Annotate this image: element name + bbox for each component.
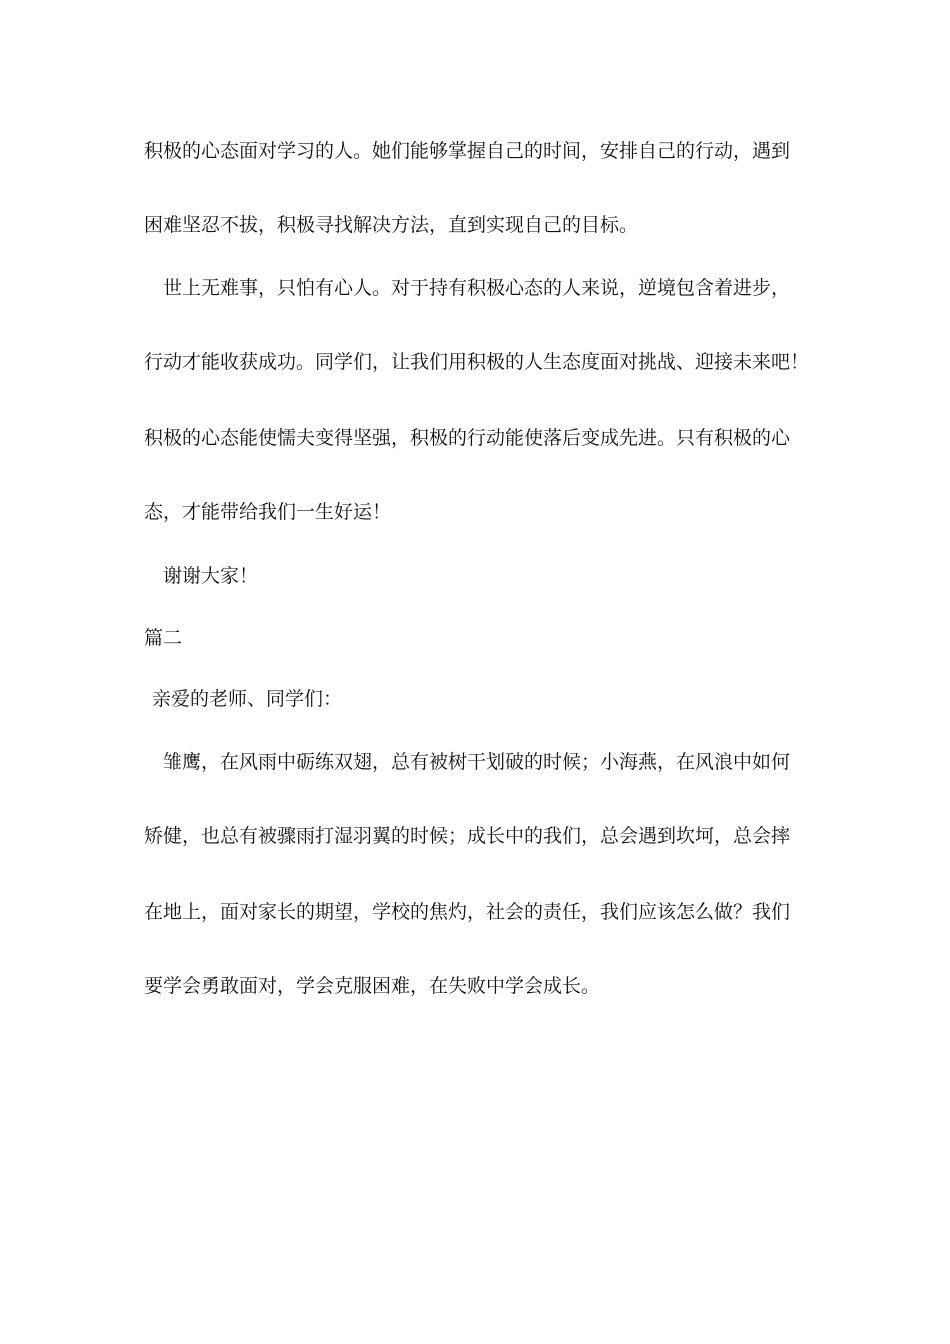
closing-text: 谢谢大家！: [163, 565, 259, 587]
text-line: 矫健，也总有被骤雨打湿羽翼的时候；成长中的我们，总会遇到坎坷，总会摔: [144, 825, 791, 847]
text-line: 积极的心态面对学习的人。她们能够掌握自己的时间，安排自己的行动，遇到: [144, 140, 791, 162]
paragraph-start: 世上无难事，只怕有心人。对于持有积极心态的人来说，逆境包含着进步，: [163, 277, 791, 299]
text-line: 困难坚忍不拔，积极寻找解决方法，直到实现自己的目标。: [144, 214, 639, 236]
text-line: 在地上，面对家长的期望，学校的焦灼，社会的责任，我们应该怎么做？我们: [144, 901, 791, 923]
section-heading: 篇二: [144, 627, 183, 649]
text-line: 积极的心态能使懦夫变得坚强，积极的行动能使落后变成先进。只有积极的心: [144, 427, 791, 449]
paragraph-start: 雏鹰，在风雨中砺练双翅，总有被树干划破的时候；小海燕，在风浪中如何: [163, 751, 791, 773]
salutation: 亲爱的老师、同学们：: [152, 688, 343, 710]
text-line: 要学会勇敢面对，学会克服困难，在失败中学会成长。: [144, 975, 601, 997]
text-line: 行动才能收获成功。同学们，让我们用积极的人生态度面对挑战、迎接未来吧！: [144, 351, 810, 373]
text-line: 态，才能带给我们一生好运！: [144, 501, 392, 523]
